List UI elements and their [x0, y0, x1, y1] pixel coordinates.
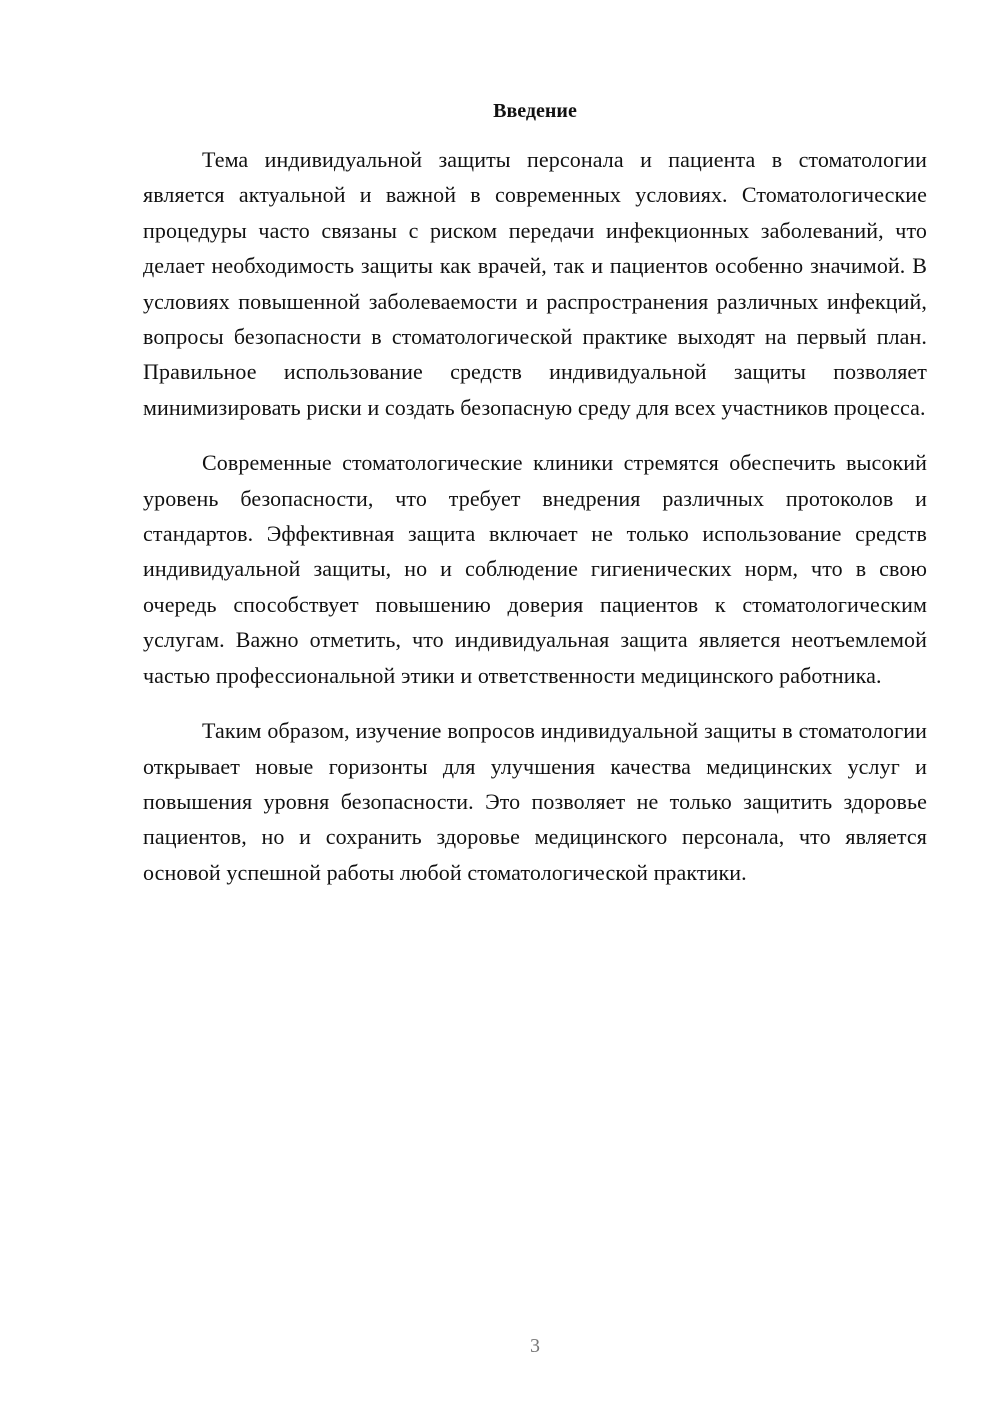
paragraph-2: Современные стоматологические клиники стремятся обеспечить высокий уровень безопасности, что требует внедрения различных протоколов и стандартов. Эффективная защита включает не только использование средств индивидуальной защиты, но и соблюдение гигиенических норм, что в свою очередь способствует повышению доверия пациентов к стоматологическим услугам. Важно отметить, что индивидуальная защита является неотъемлемой частью профессиональной этики и ответственности медицинского работника.	[143, 450, 927, 688]
paragraph-1: Тема индивидуальной защиты персонала и пациента в стоматологии является актуальной и важной в современных условиях. Стоматологические процедуры часто связаны с риском передачи инфекционных заболеваний, что делает необходимость защиты как врачей, так и пациентов особенно значимой. В условиях повышенной заболеваемости и распространения различных инфекций, вопросы безопасности в стоматологической практике выходят на первый план. Правильное использование средств индивидуальной защиты позволяет минимизировать риски и создать безопасную среду для всех участников процесса.	[143, 147, 927, 420]
paragraph-3: Таким образом, изучение вопросов индивидуальной защиты в стоматологии открывает новые горизонты для улучшения качества медицинских услуг и повышения уровня безопасности. Это позволяет не только защитить здоровье пациентов, но и сохранить здоровье медицинского персонала, что является основой успешной работы любой стоматологической практики.	[143, 718, 927, 885]
document-body	[143, 142, 927, 910]
section-title: Введение	[493, 100, 577, 122]
page-number: 3	[530, 1335, 540, 1357]
